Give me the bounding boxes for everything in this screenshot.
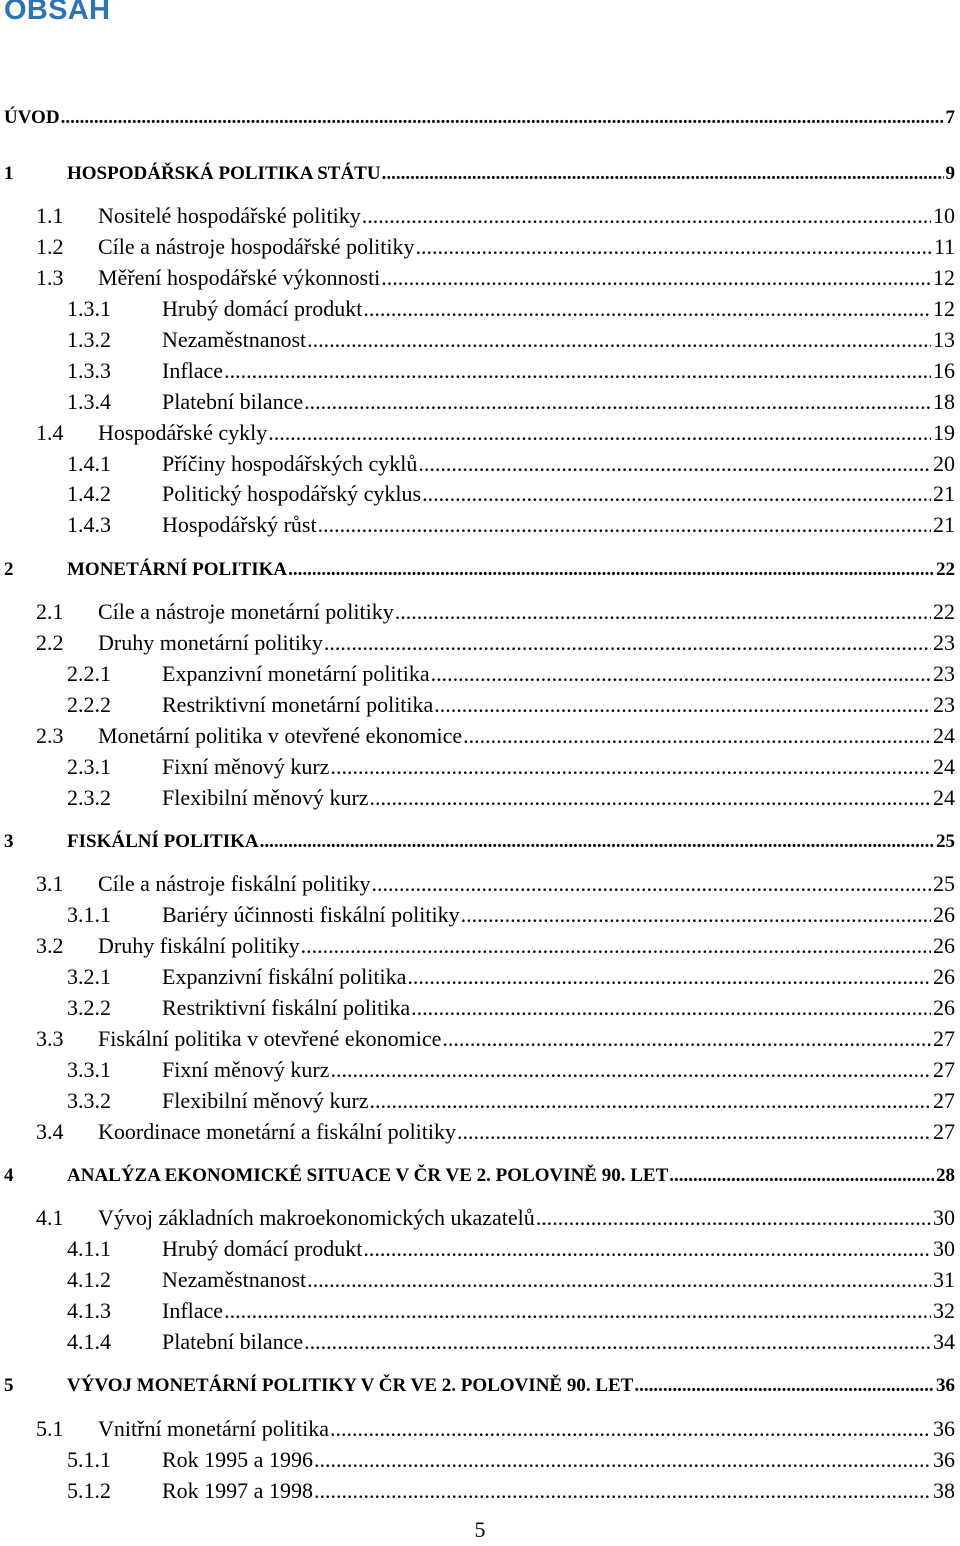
toc-entry-page: 16 xyxy=(933,357,955,383)
toc-entry-title: Druhy fiskální politiky xyxy=(98,933,300,959)
toc-entry[interactable] xyxy=(4,160,955,188)
toc-entry[interactable] xyxy=(67,1477,955,1505)
toc-entry[interactable] xyxy=(67,295,955,323)
toc-entry-page: 21 xyxy=(933,481,955,507)
toc-entry-page: 18 xyxy=(933,388,955,414)
toc-entry-number: 4.1.4 xyxy=(67,1328,111,1354)
toc-entry-leader xyxy=(669,1162,934,1190)
toc-entry[interactable] xyxy=(36,870,955,898)
toc-entry[interactable] xyxy=(67,388,955,416)
toc-entry-leader xyxy=(224,1297,931,1325)
toc-entry-title: Nezaměstnanost xyxy=(162,1267,307,1293)
toc-entry-number: 3.3.2 xyxy=(67,1087,111,1113)
toc-entry[interactable] xyxy=(67,480,955,508)
toc-entry-leader xyxy=(61,104,944,132)
toc-entry-leader xyxy=(382,160,944,188)
toc-entry-page: 10 xyxy=(933,203,955,229)
toc-entry[interactable] xyxy=(36,233,955,261)
toc-entry-leader xyxy=(288,556,934,584)
toc-entry-title: Rok 1997 a 1998 xyxy=(162,1477,313,1503)
toc-entry[interactable] xyxy=(67,1328,955,1356)
toc-entry-leader xyxy=(416,233,932,261)
toc-entry-page: 19 xyxy=(933,419,955,445)
toc-entry-number: 3 xyxy=(4,830,14,852)
toc-entry[interactable] xyxy=(36,419,955,447)
toc-entry-number: 3.2.1 xyxy=(67,964,111,989)
toc-entry-number: 2.2 xyxy=(36,630,64,655)
toc-entry-leader xyxy=(330,1415,931,1443)
toc-entry-leader xyxy=(411,994,931,1022)
toc-entry-leader xyxy=(304,1328,931,1356)
toc-entry-number: 1.4.1 xyxy=(67,450,111,476)
toc-entry-title: Platební bilance xyxy=(162,388,304,414)
toc-entry-number: 2.1 xyxy=(36,599,64,625)
toc-entry-leader xyxy=(461,901,931,929)
toc-entry-title: Expanzivní monetární politika xyxy=(162,660,430,686)
toc-entry-number: 3.1.1 xyxy=(67,902,111,928)
toc-entry[interactable] xyxy=(4,1162,955,1190)
toc-entry-title: Měření hospodářské výkonnosti xyxy=(98,265,381,291)
toc-entry-title: Rok 1995 a 1996 xyxy=(162,1446,313,1472)
toc-entry-title: FISKÁLNÍ POLITIKA xyxy=(67,830,259,852)
toc-entry[interactable] xyxy=(36,598,955,626)
toc-entry-page: 31 xyxy=(933,1267,955,1293)
toc-entry-page: 34 xyxy=(933,1328,955,1354)
toc-entry-leader xyxy=(224,357,931,385)
toc-entry-page: 22 xyxy=(933,599,955,625)
toc-entry-title: Politický hospodářský cyklus xyxy=(162,481,422,507)
toc-entry-page: 27 xyxy=(933,1025,955,1051)
toc-entry-number: 2.2.1 xyxy=(67,660,111,686)
toc-entry-title: Expanzivní fiskální politika xyxy=(162,964,407,989)
toc-entry-leader xyxy=(363,1235,931,1263)
toc-entry-number: 3.2 xyxy=(36,933,64,959)
toc-entry-page: 11 xyxy=(933,234,955,260)
toc-entry-number: 1.3.4 xyxy=(67,388,111,414)
toc-entry-number: 3.4 xyxy=(36,1118,64,1144)
toc-entry-leader xyxy=(318,511,931,539)
toc-entry-title: Hospodářské cykly xyxy=(98,419,268,445)
toc-entry-number: 1.3.2 xyxy=(67,326,111,352)
toc-entry-title: Nezaměstnanost xyxy=(162,326,307,352)
toc-entry-page: 21 xyxy=(933,512,955,538)
toc-entry-title: VÝVOJ MONETÁRNÍ POLITIKY V ČR VE 2. POLOVINĚ 90. LET xyxy=(67,1375,634,1397)
toc-entry-page: 27 xyxy=(933,1118,955,1144)
page-number: 5 xyxy=(474,1517,486,1542)
toc-entry-title: Hospodářský růst xyxy=(162,512,317,538)
toc-entry[interactable] xyxy=(4,556,955,584)
toc-entry-title: Monetární politika v otevřené ekonomice xyxy=(98,722,463,748)
toc-entry-leader xyxy=(395,598,931,626)
toc-entry[interactable] xyxy=(67,784,955,812)
toc-entry[interactable] xyxy=(36,264,955,292)
toc-entry-title: Cíle a nástroje monetární politiky xyxy=(98,599,394,625)
toc-entry-page: 24 xyxy=(933,722,955,748)
toc-entry-page: 26 xyxy=(933,994,955,1020)
toc-entry-title: Nositelé hospodářské politiky xyxy=(98,203,361,229)
toc-entry-page: 20 xyxy=(933,450,955,476)
toc-entry-leader xyxy=(363,295,931,323)
toc-entry-leader xyxy=(442,1025,931,1053)
toc-entry-number: 2.2.2 xyxy=(67,691,111,717)
toc-entry-leader xyxy=(634,1372,934,1400)
toc-entry-title: Fiskální politika v otevřené ekonomice xyxy=(98,1025,442,1051)
toc-entry[interactable] xyxy=(67,901,955,929)
toc-entry-number: 3.3.1 xyxy=(67,1056,111,1082)
toc-entry-number: 1.4 xyxy=(36,419,64,445)
toc-entry[interactable] xyxy=(36,629,955,657)
toc-entry-page: 28 xyxy=(936,1164,955,1186)
toc-entry-number: 3.1 xyxy=(36,871,64,897)
toc-entry[interactable] xyxy=(67,1446,955,1474)
toc-entry[interactable] xyxy=(67,511,955,539)
toc-entry-leader xyxy=(307,326,931,354)
toc-entry-page: 27 xyxy=(933,1056,955,1082)
toc-entry-title: ANALÝZA EKONOMICKÉ SITUACE V ČR VE 2. POLOVINĚ 90. LET xyxy=(67,1164,669,1186)
toc-entry[interactable] xyxy=(67,1056,955,1084)
toc-entry-leader xyxy=(372,870,931,898)
toc-entry-leader xyxy=(418,450,931,478)
toc-entry-page: 23 xyxy=(933,660,955,686)
toc-entry-title: MONETÁRNÍ POLITIKA xyxy=(67,558,288,580)
toc-entry-number: 5.1 xyxy=(36,1415,64,1441)
toc-entry-number: 3.3 xyxy=(36,1025,64,1051)
toc-entry-title: Příčiny hospodářských cyklů xyxy=(162,450,418,476)
toc-entry-number: 4.1.1 xyxy=(67,1236,111,1262)
toc-entry-title: Inflace xyxy=(162,1298,224,1323)
toc-entry-page: 30 xyxy=(933,1236,955,1262)
toc-entry-title: HOSPODÁŘSKÁ POLITIKA STÁTU xyxy=(67,162,381,184)
toc-entry-leader xyxy=(370,784,931,812)
toc-entry-leader xyxy=(370,1087,931,1115)
toc-entry-leader xyxy=(362,202,931,230)
toc-entry-leader xyxy=(407,963,931,991)
toc-entry[interactable] xyxy=(67,753,955,781)
toc-entry-page: 32 xyxy=(933,1298,955,1323)
toc-entry[interactable] xyxy=(36,1204,955,1232)
toc-entry-number: 1.3.1 xyxy=(67,296,111,321)
toc-entry[interactable] xyxy=(36,1025,955,1053)
toc-entry-page: 12 xyxy=(933,296,955,321)
toc-entry[interactable] xyxy=(67,326,955,354)
toc-heading: OBSAH xyxy=(4,0,111,26)
toc-entry-leader xyxy=(457,1118,931,1146)
toc-entry-leader xyxy=(381,264,931,292)
toc-entry-page: 25 xyxy=(933,871,955,897)
toc-entry-number: 5.1.1 xyxy=(67,1446,111,1472)
toc-entry-title: Platební bilance xyxy=(162,1328,304,1354)
toc-entry-leader xyxy=(330,753,931,781)
toc-entry-page: 23 xyxy=(933,691,955,717)
toc-entry[interactable] xyxy=(67,357,955,385)
toc-entry-page: 36 xyxy=(936,1375,955,1397)
toc-entry[interactable] xyxy=(67,1297,955,1325)
toc-entry[interactable] xyxy=(67,963,955,991)
toc-entry-title: Hrubý domácí produkt xyxy=(162,296,363,321)
toc-entry-number: 1.3 xyxy=(36,265,64,291)
toc-entry-number: 1.4.2 xyxy=(67,481,111,507)
toc-entry-leader xyxy=(536,1204,931,1232)
toc-entry-page: 23 xyxy=(933,630,955,655)
toc-entry-leader xyxy=(330,1056,931,1084)
toc-entry-number: 4 xyxy=(4,1164,14,1186)
toc-entry-leader xyxy=(463,722,931,750)
toc-entry-number: 3.2.2 xyxy=(67,994,111,1020)
toc-entry-page: 26 xyxy=(933,964,955,989)
toc-entry-title: Flexibilní měnový kurz xyxy=(162,784,369,810)
toc-entry[interactable] xyxy=(36,1118,955,1146)
toc-entry-title: Koordinace monetární a fiskální politiky xyxy=(98,1118,457,1144)
toc-entry-page: 22 xyxy=(936,558,955,580)
toc-entry-leader xyxy=(268,419,931,447)
toc-entry[interactable] xyxy=(67,450,955,478)
toc-entry-page: 7 xyxy=(945,107,955,128)
toc-entry-number: 1.2 xyxy=(36,234,64,260)
toc-entry-title: Restriktivní fiskální politika xyxy=(162,994,411,1020)
toc-entry[interactable] xyxy=(67,1235,955,1263)
toc-entry[interactable] xyxy=(67,1266,955,1294)
toc-entry-title: Hrubý domácí produkt xyxy=(162,1236,363,1262)
toc-entry-number: 2.3 xyxy=(36,722,64,748)
toc-entry-leader xyxy=(314,1446,931,1474)
toc-entry-page: 27 xyxy=(933,1087,955,1113)
toc-entry[interactable] xyxy=(36,932,955,960)
toc-entry[interactable] xyxy=(36,202,955,230)
toc-entry[interactable] xyxy=(67,660,955,688)
toc-entry-page: 36 xyxy=(933,1415,955,1441)
toc-entry-title: Vnitřní monetární politika xyxy=(98,1415,329,1441)
toc-entry-page: 38 xyxy=(933,1477,955,1503)
toc-entry-leader xyxy=(307,1266,931,1294)
toc-entry-number: 4.1.3 xyxy=(67,1298,111,1323)
toc-entry-title: Restriktivní monetární politika xyxy=(162,691,434,717)
toc-entry-number: 1.1 xyxy=(36,203,64,229)
toc-entry[interactable] xyxy=(4,104,955,132)
toc-entry-title: Cíle a nástroje hospodářské politiky xyxy=(98,234,415,260)
toc-entry-page: 26 xyxy=(933,902,955,928)
toc-entry-leader xyxy=(304,388,931,416)
toc-entry-number: 2 xyxy=(4,558,14,580)
toc-entry-page: 36 xyxy=(933,1446,955,1472)
toc-entry[interactable] xyxy=(67,691,955,719)
toc-entry-number: 1.3.3 xyxy=(67,357,111,383)
toc-entry-page: 9 xyxy=(945,162,955,184)
toc-entry-page: 25 xyxy=(936,830,955,852)
toc-entry-number: 4.1 xyxy=(36,1205,64,1231)
toc-entry-leader xyxy=(260,828,934,856)
toc-entry-number: 1.4.3 xyxy=(67,512,111,538)
toc-entry-title: ÚVOD xyxy=(4,107,60,128)
toc-entry-title: Fixní měnový kurz xyxy=(162,753,330,779)
toc-entry[interactable] xyxy=(36,722,955,750)
toc-entry-number: 1 xyxy=(4,162,14,184)
toc-entry-leader xyxy=(301,932,931,960)
toc-entry-number: 5 xyxy=(4,1375,14,1397)
toc-entry-page: 13 xyxy=(933,326,955,352)
toc-entry-leader xyxy=(314,1477,931,1505)
toc-entry-number: 2.3.1 xyxy=(67,753,111,779)
toc-entry-number: 2.3.2 xyxy=(67,784,111,810)
toc-entry-title: Bariéry účinnosti fiskální politiky xyxy=(162,902,460,928)
toc-entry-number: 4.1.2 xyxy=(67,1267,111,1293)
toc-entry-page: 30 xyxy=(933,1205,955,1231)
toc-entry[interactable] xyxy=(4,1372,955,1400)
toc-entry[interactable] xyxy=(67,994,955,1022)
toc-entry-leader xyxy=(431,660,931,688)
toc-entry[interactable] xyxy=(67,1087,955,1115)
toc-entry-title: Druhy monetární politiky xyxy=(98,630,323,655)
toc-entry-title: Flexibilní měnový kurz xyxy=(162,1087,369,1113)
toc-entry-page: 26 xyxy=(933,933,955,959)
toc-entry-page: 12 xyxy=(933,265,955,291)
toc-entry-title: Inflace xyxy=(162,357,224,383)
toc-entry[interactable] xyxy=(4,828,955,856)
toc-entry-number: 5.1.2 xyxy=(67,1477,111,1503)
toc-entry-title: Vývoj základních makroekonomických ukazatelů xyxy=(98,1205,535,1231)
toc-entry-leader xyxy=(324,629,931,657)
toc-entry-title: Fixní měnový kurz xyxy=(162,1056,330,1082)
toc-entry-title: Cíle a nástroje fiskální politiky xyxy=(98,871,371,897)
toc-entry[interactable] xyxy=(36,1415,955,1443)
toc-entry-leader xyxy=(422,480,931,508)
toc-entry-leader xyxy=(434,691,931,719)
toc-entry-page: 24 xyxy=(933,784,955,810)
toc-entry-page: 24 xyxy=(933,753,955,779)
